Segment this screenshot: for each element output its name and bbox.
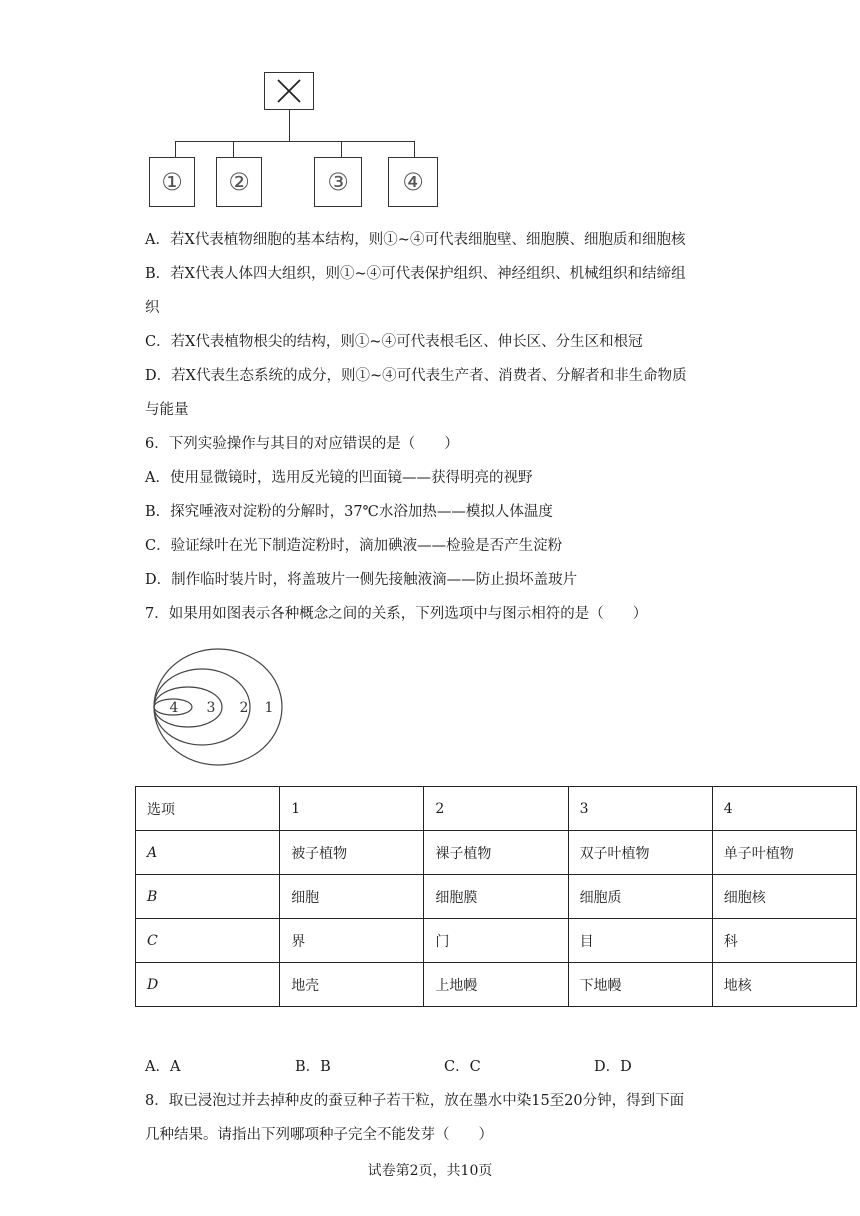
q8-stem-line2: 几种结果。请指出下列哪项种子完全不能发芽（ ） [145,1127,493,1143]
table-cell: 界 [280,919,424,963]
table-cell: D [136,963,280,1007]
tree-child-label: ③ [327,168,349,196]
tree-connector [414,141,415,157]
table-row [136,831,857,875]
table-cell: B [136,875,280,919]
table-header-cell: 4 [712,787,856,831]
table-cell: 上地幔 [424,963,568,1007]
tree-connector [175,141,415,142]
tree-child-label: ① [161,168,183,196]
table-cell: 被子植物 [280,831,424,875]
table-cell: 科 [712,919,856,963]
tree-child-box [216,157,262,207]
tree-root-box [264,72,314,110]
table-cell: 单子叶植物 [712,831,856,875]
table-cell: 目 [568,919,712,963]
q7-choice-d: D．D [594,1059,632,1075]
circle-label-3: 3 [206,700,216,716]
table-header-cell: 选项 [136,787,280,831]
table-cell: C [136,919,280,963]
table-cell: 细胞膜 [424,875,568,919]
table-cell: 门 [424,919,568,963]
tree-connector [289,110,290,142]
table-header-row [136,787,857,831]
tree-connector [341,141,342,157]
q7-choice-b: B．B [295,1059,331,1075]
q7-choice-a: A．A [145,1059,181,1075]
table-header-cell: 2 [424,787,568,831]
tree-child-box [149,157,195,207]
tree-child-box [314,157,362,207]
table-cell: 裸子植物 [424,831,568,875]
q5-option-d: D．若X代表生态系统的成分，则①~④可代表生产者、消费者、分解者和非生命物质 [145,368,687,384]
table-cell: 下地幔 [568,963,712,1007]
table-row [136,919,857,963]
tree-connector [233,141,234,157]
q6-stem: 6．下列实验操作与其目的对应错误的是（ ） [145,436,459,452]
table-cell: 双子叶植物 [568,831,712,875]
circle-label-1: 1 [264,700,274,716]
q6-option-d: D．制作临时装片时，将盖玻片一侧先接触液滴——防止损坏盖玻片 [145,572,578,588]
table-row [136,875,857,919]
tree-child-label: ② [228,168,250,196]
circle-label-2: 2 [239,700,249,716]
q5-option-b-cont: 织 [145,300,160,316]
table-cell: 细胞核 [712,875,856,919]
page-footer: 试卷第2页，共10页 [367,1163,493,1179]
table-cell: 地核 [712,963,856,1007]
table-header-cell: 1 [280,787,424,831]
q6-option-b: B．探究唾液对淀粉的分解时，37℃水浴加热——模拟人体温度 [145,504,553,520]
table-row [136,963,857,1007]
q5-option-c: C．若X代表植物根尖的结构，则①~④可代表根毛区、伸长区、分生区和根冠 [145,334,643,350]
nested-circles-diagram [150,645,290,771]
table-cell: 地壳 [280,963,424,1007]
q6-option-a: A．使用显微镜时，选用反光镜的凹面镜——获得明亮的视野 [145,470,533,486]
circle-label-4: 4 [169,700,179,716]
q7-stem: 7．如果用如图表示各种概念之间的关系，下列选项中与图示相符的是（ ） [145,606,648,622]
q5-option-a: A．若X代表植物细胞的基本结构，则①~④可代表细胞壁、细胞膜、细胞质和细胞核 [145,232,686,248]
tree-child-box [388,157,438,207]
tree-connector [175,141,176,157]
tree-child-label: ④ [402,168,424,196]
table-header-cell: 3 [568,787,712,831]
q8-stem-line1: 8．取已浸泡过并去掉种皮的蚕豆种子若干粒，放在墨水中染15至20分钟，得到下面 [145,1093,685,1109]
q7-options-table [135,786,857,1007]
q6-option-c: C．验证绿叶在光下制造淀粉时，滴加碘液——检验是否产生淀粉 [145,538,563,554]
x-mark-icon [274,77,304,105]
table-cell: A [136,831,280,875]
q5-option-b: B．若X代表人体四大组织，则①~④可代表保护组织、神经组织、机械组织和结缔组 [145,266,686,282]
table-cell: 细胞质 [568,875,712,919]
q7-choice-c: C．C [444,1059,481,1075]
table-cell: 细胞 [280,875,424,919]
q5-option-d-cont: 与能量 [145,402,189,418]
